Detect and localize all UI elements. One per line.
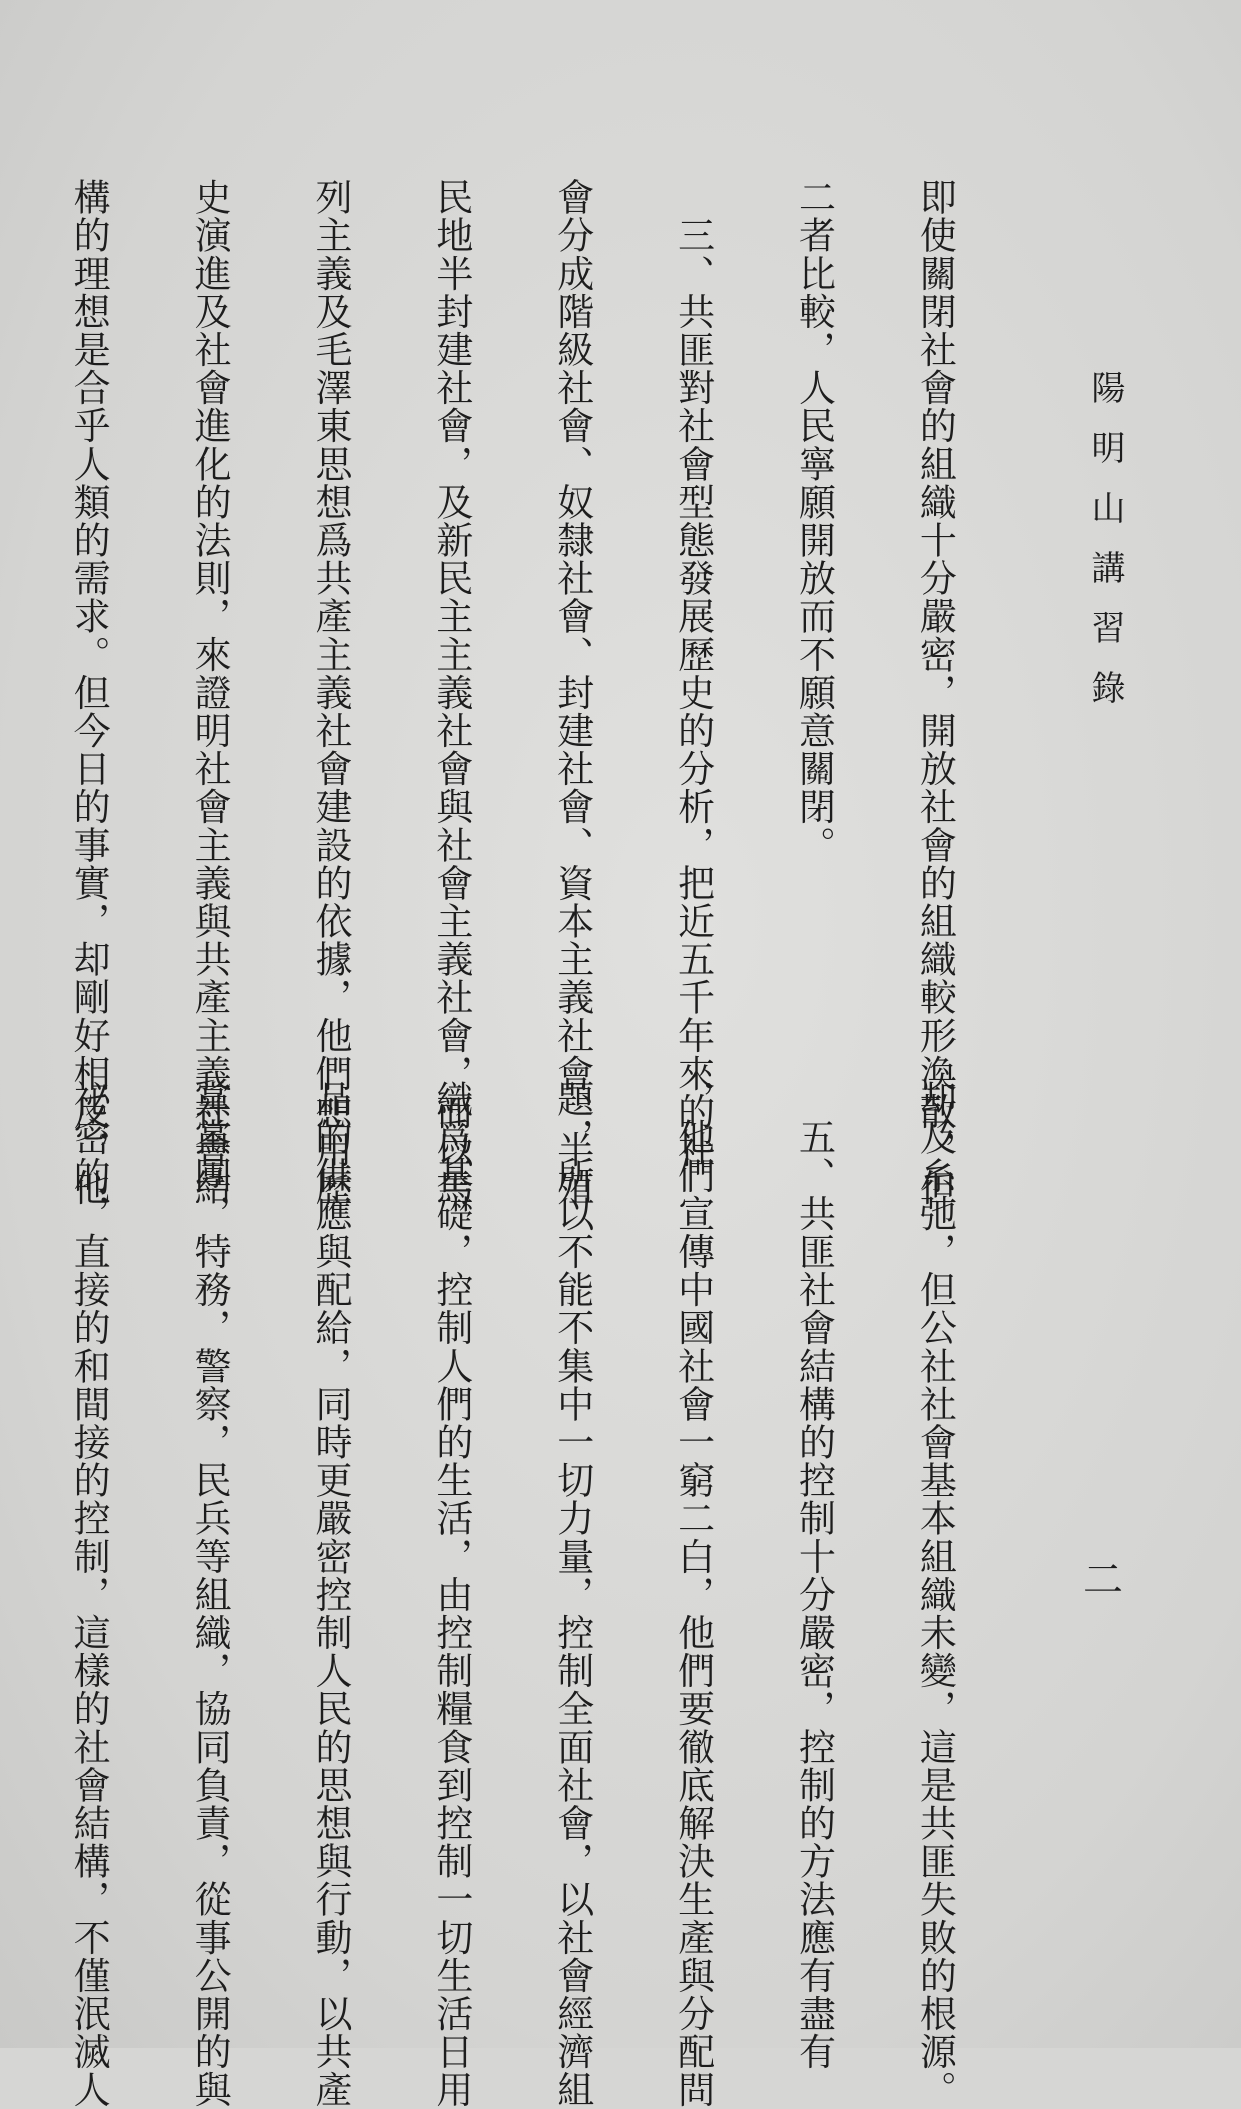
text-column: 三、共匪對社會型態發展歷史的分析，把近五千年來的社 [671, 178, 715, 1169]
text-column: 却及糸弛，但公社社會基本組織未變，這是共匪失敗的根源。 [913, 1080, 957, 2109]
text-column: 列主義及毛澤東思想爲共產主義社會建設的依據，他們想用歷 [308, 178, 352, 1207]
text-column: 會分成階級社會、奴隸社會、封建社會、資本主義社會、半殖 [550, 178, 594, 1207]
text-column: 五、共匪社會結構的控制十分嚴密，控制的方法應有盡有 [792, 1080, 836, 2071]
text-column: 二者比較，人民寧願開放而不願意關閉。 [792, 178, 836, 864]
text-column: 黨黨團，特務，警察，民兵等組織，協同負責，從事公開的與 [188, 1080, 232, 2109]
text-column: 祕密的，直接的和間接的控制，這樣的社會結構，不僅泯滅人 [67, 1080, 111, 2109]
text-column: 即使關閉社會的組織十分嚴密，開放社會的組織較形渙散，但 [913, 178, 957, 1207]
text-column: 題，所以不能不集中一切力量，控制全面社會，以社會經濟組 [550, 1080, 594, 2109]
text-column: 民地半封建社會，及新民主主義社會與社會主義社會，而以馬 [429, 178, 473, 1207]
page-number: 二 [1083, 1557, 1123, 1603]
bottom-text-block [67, 1080, 1035, 2109]
text-column: 構的理想是合乎人類的需求。但今日的事實，却剛好相反，他 [67, 178, 111, 1207]
text-column: ，他們宣傳中國社會一窮二白，他們要徹底解決生產與分配問 [671, 1080, 715, 2109]
text-column: 史演進及社會進化的法則，來證明社會主義與共產主義社會結 [188, 178, 232, 1207]
text-column: 織爲基礎，控制人們的生活，由控制糧食到控制一切生活日用 [429, 1080, 473, 2109]
top-text-block [67, 178, 1035, 1207]
running-header: 陽明山講習錄 [1085, 370, 1125, 730]
text-column: 品的供應與配給，同時更嚴密控制人民的思想與行動，以共產 [308, 1080, 352, 2109]
